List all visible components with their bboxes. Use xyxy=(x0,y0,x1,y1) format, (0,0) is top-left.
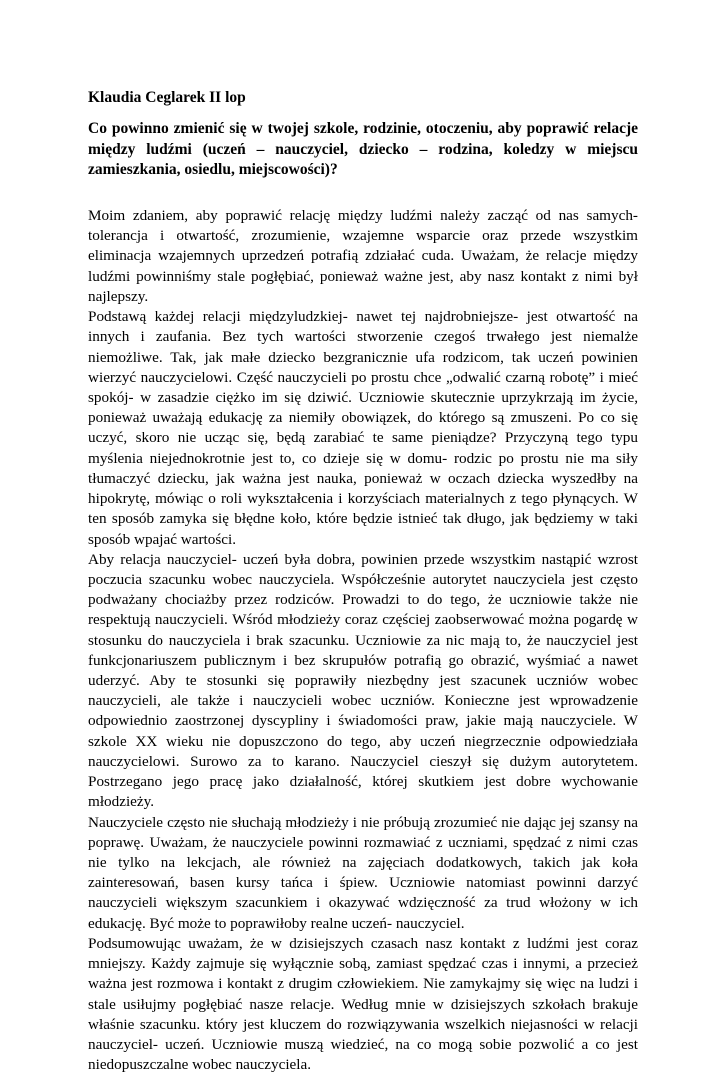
essay-body xyxy=(88,206,638,1075)
essay-title: Co powinno zmienić się w twojej szkole, rodzinie, otoczeniu, aby poprawić relacje między ludźmi (uczeń – nauczyciel, dziecko – rodzina, koledzy w miejscu zamieszkania, osiedlu, miejscowości)? xyxy=(88,120,638,178)
paragraph-4: Nauczyciele często nie słuchają młodzieży i nie próbują zrozumieć nie dając jej szansy na poprawę. Uważam, że nauczyciele powinni rozmawiać z uczniami, spędzać z nimi czas nie tylko na lekcjach, ale również na zajęciach dodatkowych, takich jak koła zainteresowań, basen kursy tańca i śpiew. Uczniowie natomiast powinni darzyć nauczycieli większym szacunkiem i okazywać wdzięczność za trud włożony w ich edukację. Być może to poprawiłoby realne uczeń- nauczyciel. xyxy=(88,813,638,932)
paragraph-1: Moim zdaniem, aby poprawić relację między ludźmi należy zacząć od nas samych- tolerancja i otwartość, zrozumienie, wzajemne wsparcie oraz przede wszystkim eliminacja wzajemnych uprzedzeń potrafią zdziałać cuda. Uważam, że relacje między ludźmi powinniśmy stale pogłębiać, ponieważ ważne jest, aby nasz kontakt z nimi był najlepszy. xyxy=(88,207,638,305)
paragraph-5: Podsumowując uważam, że w dzisiejszych czasach nasz kontakt z ludźmi jest coraz mniejszy. Każdy zajmuje się wyłącznie sobą, zamiast spędzać czas i innymi, a przecież ważna jest rozmowa i kontakt z drugim człowiekiem. Nie zamykajmy się więc na ludzi i stale usiłujmy pogłębiać nasze relacje. Według mnie w dzisiejszych szkołach brakuje właśnie szacunku. który jest kluczem do rozwiązywania wszelkich niejasności w relacji nauczyciel- uczeń. Uczniowie muszą wiedzieć, na co mogą sobie pozwolić a co jest niedopuszczalne wobec nauczyciela. xyxy=(88,934,638,1074)
paragraph-3: Aby relacja nauczyciel- uczeń była dobra, powinien przede wszystkim nastąpić wzrost poczucia szacunku wobec nauczyciela. Współcześnie autorytet nauczyciela jest często podważany chociażby przez rodziców. Prowadzi to do tego, że uczniowie także nie respektują nauczycieli. Wśród młodzieży coraz częściej zaobserwować można pogardę w stosunku do nauczyciela i brak szacunku. Uczniowie za nic mają to, że nauczyciel jest funkcjonariuszem publicznym i bez skrupułów potrafią go obrazić, wyśmiać a nawet uderzyć. Aby te stosunki się poprawiły niezbędny jest szacunek uczniów wobec nauczycieli, ale także i nauczycieli wobec uczniów. Konieczne jest wprowadzenie odpowiednio zaostrzonej dyscypliny i świadomości praw, jakie mają nauczyciele. W szkole XX wieku nie dopuszczono do tego, aby uczeń niegrzecznie odpowiedziała nauczycielowi. Surowo za to karano. Nauczyciel cieszył się dużym autorytetem. Postrzegano jego pracę jako działalność, której skutkiem jest dobre wychowanie młodzieży. xyxy=(88,550,638,811)
paragraph-2: Podstawą każdej relacji międzyludzkiej- nawet tej najdrobniejsze- jest otwartość na innych i zaufania. Bez tych wartości stworzenie czegoś trwałego jest niemalże niemożliwe. Tak, jak małe dziecko bezgranicznie ufa rodzicom, tak uczeń powinien wierzyć nauczycielowi. Część nauczycieli po prostu chce „odwalić czarną robotę” i mieć spokój- w zasadzie ciężko im się dziwić. Uczniowie skutecznie uprzykrzają im życie, ponieważ uważają edukację za niemiły obowiązek, do którego są zmuszeni. Po co się uczyć, skoro nie ucząc się, będą zarabiać te same pieniądze? Przyczyną tego typu myślenia niejednokrotnie jest to, co dzieje się w domu- rodzic po prostu nie ma siły tłumaczyć dziecku, jak ważna jest nauka, ponieważ w oczach dziecka wyszedłby na hipokrytę, mówiąc o roli wykształcenia i korzyściach materialnych z tego płynących. W ten sposób zamyka się błędne koło, które będzie istnieć tak długo, jak będziemy w taki sposób wpajać wartości. xyxy=(88,308,638,548)
author-line: Klaudia Ceglarek II lop xyxy=(88,89,246,106)
